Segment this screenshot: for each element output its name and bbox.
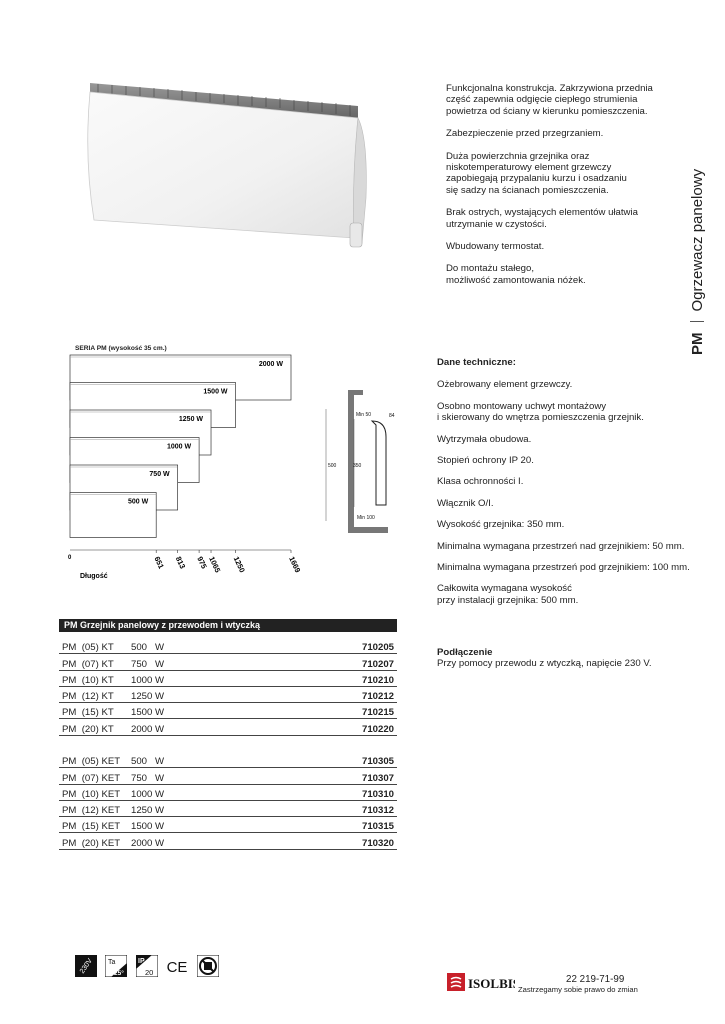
tech-item: Całkowita wymagana wysokość przy instalacji grzejnika: 500 mm. — [437, 583, 579, 606]
ip-label: IP — [137, 958, 145, 965]
series-size-chart — [58, 340, 308, 585]
voltage-label: 230V — [78, 957, 94, 975]
logo-text: ISOLBIS — [468, 976, 515, 991]
model-cell: PM (10) KT — [59, 670, 128, 686]
table-row — [59, 784, 397, 800]
product-code-cell: 710312 — [259, 800, 397, 816]
tech-item: Minimalna wymagana przestrzeń pod grzejnikiem: 100 mm. — [437, 562, 690, 574]
product-code-cell: 710210 — [259, 670, 397, 686]
ta-label: Ta — [108, 959, 116, 966]
x-tick-label: 651 — [152, 555, 166, 571]
x-tick-label: 975 — [195, 555, 209, 571]
table-row — [59, 833, 397, 849]
tech-item: Minimalna wymagana przestrzeń nad grzejnikiem: 50 mm. — [437, 540, 685, 552]
connection-header: Podłączenie — [437, 647, 493, 658]
connection-text: Przy pomocy przewodu z wtyczką, napięcie 230 V. — [437, 658, 652, 670]
model-cell: PM (10) KET — [59, 784, 128, 800]
heater-height-label: 350 — [353, 463, 362, 469]
product-category-title: Ogrzewacz panelowy — [689, 168, 706, 312]
product-table-ket — [59, 752, 397, 850]
feature-item: Funkcjonalna konstrukcja. Zakrzywiona przednia część zapewnia odgięcie ciepłego strumienia powietrza od ściany w kierunku pomieszczenia. — [446, 83, 653, 117]
phone-number: 22 219-71-99 — [566, 974, 625, 985]
x-tick-label: 1250 — [231, 555, 247, 574]
model-cell: PM (15) KET — [59, 817, 128, 833]
table-row — [59, 817, 397, 833]
side-label — [683, 170, 713, 360]
power-cell: 2000 W — [128, 833, 259, 849]
product-code-cell: 710310 — [259, 784, 397, 800]
x-tick-label: 1669 — [287, 555, 303, 574]
table-row — [59, 654, 397, 670]
power-cell: 1250 W — [128, 800, 259, 816]
ip-value: 20 — [144, 968, 154, 977]
mounting-diagram — [320, 385, 410, 533]
connection-info — [437, 647, 707, 670]
chart-bar-label: 1000 W — [166, 443, 192, 451]
product-code-cell: 710315 — [259, 817, 397, 833]
table-row — [59, 768, 397, 784]
technical-data — [437, 357, 707, 616]
feature-item: Do montażu stałego, możliwość zamontowania nóżek. — [446, 263, 586, 286]
product-table-kt — [59, 638, 397, 736]
chart-bar-label: 750 W — [149, 471, 170, 478]
ambient-temperature-icon — [105, 955, 127, 977]
voltage-icon — [75, 955, 97, 977]
power-cell: 750 W — [128, 654, 259, 670]
x-axis-label: Długość — [80, 573, 108, 580]
table-row — [59, 752, 397, 768]
feature-item: Duża powierzchnia grzejnika oraz niskotemperaturowy element grzewczy zapobiegają przypalaniu kurzu i osadzaniu się sadzy na ścianach pomieszczenia. — [446, 150, 627, 196]
table-row — [59, 670, 397, 686]
tech-item: Wytrzymała obudowa. — [437, 433, 532, 445]
features-list — [446, 83, 686, 297]
do-not-cover-icon — [197, 955, 219, 977]
heater-product-image — [78, 78, 378, 256]
model-cell: PM (05) KT — [59, 638, 128, 654]
power-cell: 1500 W — [128, 817, 259, 833]
product-code-cell: 710220 — [259, 719, 397, 735]
product-code-cell: 710307 — [259, 768, 397, 784]
ip-rating-icon — [136, 955, 158, 977]
chart-bar-label: 500 W — [127, 498, 149, 506]
tech-item: Ożebrowany element grzewczy. — [437, 379, 573, 391]
tech-item: Osobno montowany uchwyt montażowy i skierowany do wnętrza pomieszczenia grzejnik. — [437, 400, 644, 424]
chart-bar-label: 1250 W — [178, 416, 204, 423]
power-cell: 750 W — [128, 768, 259, 784]
power-cell: 1000 W — [128, 670, 259, 686]
product-code-cell: 710207 — [259, 654, 397, 670]
tech-item: Wysokość grzejnika: 350 mm. — [437, 519, 565, 531]
feature-item: Wbudowany termostat. — [446, 241, 545, 253]
tech-item: Stopień ochrony IP 20. — [437, 455, 534, 467]
series-name: PM — [689, 332, 706, 355]
depth-label: 84 — [389, 413, 395, 419]
tech-item: Klasa ochronności I. — [437, 476, 524, 488]
tech-header: Dane techniczne: — [437, 357, 516, 368]
min-top-label: Min 50 — [356, 412, 372, 418]
ta-value: 25° — [114, 970, 125, 977]
power-cell: 2000 W — [128, 719, 259, 735]
table-row — [59, 638, 397, 654]
model-cell: PM (20) KT — [59, 719, 128, 735]
certification-icons — [75, 955, 223, 977]
divider — [690, 322, 704, 323]
x-axis-origin: 0 — [68, 555, 72, 561]
ce-label: CE — [166, 959, 188, 976]
x-tick-label: 813 — [173, 555, 188, 571]
chart-bar-label: 2000 W — [258, 361, 283, 368]
model-cell: PM (07) KET — [59, 768, 128, 784]
power-cell: 1500 W — [128, 703, 259, 719]
table-row — [59, 719, 397, 735]
company-logo — [447, 971, 515, 998]
table-header: PM Grzejnik panelowy z przewodem i wtyczką — [59, 619, 397, 632]
chart-title: SERIA PM (wysokość 35 cm.) — [75, 345, 167, 352]
table-row — [59, 703, 397, 719]
feature-item: Brak ostrych, wystających elementów ułatwia utrzymanie w czystości. — [446, 207, 638, 230]
x-tick-label: 1065 — [207, 555, 223, 574]
model-cell: PM (05) KET — [59, 752, 128, 768]
table-row — [59, 686, 397, 702]
model-cell: PM (12) KT — [59, 686, 128, 702]
product-code-cell: 710215 — [259, 703, 397, 719]
product-code-cell: 710320 — [259, 833, 397, 849]
tech-item: Włącznik O/I. — [437, 497, 494, 509]
model-cell: PM (07) KT — [59, 654, 128, 670]
ce-mark-icon — [166, 955, 188, 977]
model-cell: PM (15) KT — [59, 703, 128, 719]
product-code-cell: 710212 — [259, 686, 397, 702]
chart-bar-label: 1500 W — [203, 388, 228, 396]
min-bottom-label: Min 100 — [357, 515, 375, 521]
feature-item: Zabezpieczenie przed przegrzaniem. — [446, 128, 604, 140]
table-row — [59, 800, 397, 816]
power-cell: 500 W — [128, 638, 259, 654]
model-cell: PM (20) KET — [59, 833, 128, 849]
power-cell: 1250 W — [128, 686, 259, 702]
product-code-cell: 710305 — [259, 752, 397, 768]
model-cell: PM (12) KET — [59, 800, 128, 816]
product-code-cell: 710205 — [259, 638, 397, 654]
power-cell: 500 W — [128, 752, 259, 768]
total-height-label: 500 — [328, 463, 337, 469]
disclaimer: Zastrzegamy sobie prawo do zmian — [518, 985, 638, 994]
power-cell: 1000 W — [128, 784, 259, 800]
